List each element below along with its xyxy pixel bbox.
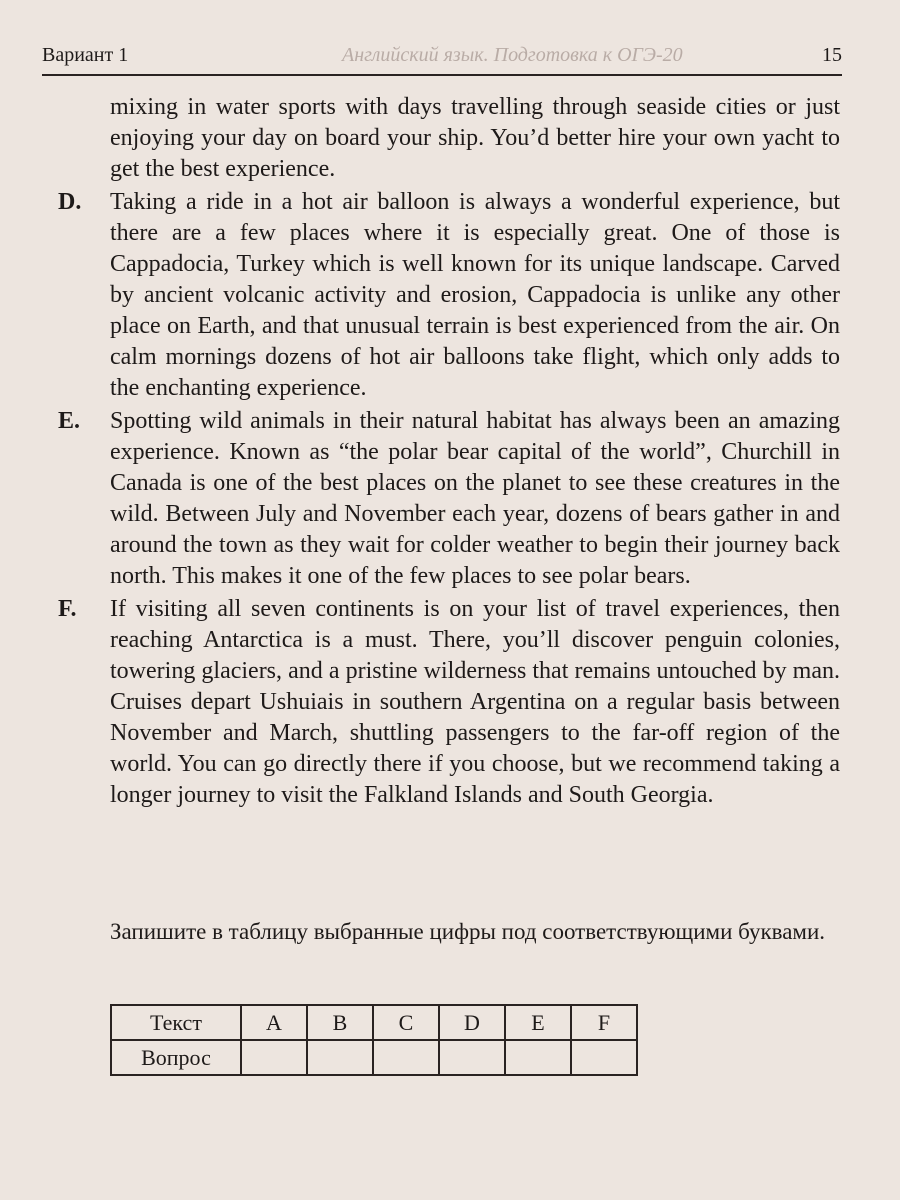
continuation-paragraph: mixing in water sports with days travelling through seaside cities or just enjoying your day on board your ship. You’d better hire your own yacht to get the best experience. xyxy=(110,94,840,182)
reading-text xyxy=(58,92,840,811)
subject-label: Английский язык. Подготовка к ОГЭ-20 xyxy=(342,44,683,66)
row-label-text: Текст xyxy=(111,1005,241,1040)
row-label-question: Вопрос xyxy=(111,1040,241,1075)
text-item-e xyxy=(58,406,840,592)
table-row xyxy=(111,1040,637,1075)
item-text: Spotting wild animals in their natural habitat has always been an amazing experience. Known as “the polar bear capital of the world”, Churchill in Canada is one of the best places on the planet to see these creatures in the wild. Between July and November each year, dozens of bears gather in and around the town as they wait for colder weather to begin their journey back north. This makes it one of the few places to see polar bears. xyxy=(110,408,840,589)
table-row xyxy=(111,1005,637,1040)
item-text: If visiting all seven continents is on your list of travel experiences, then reaching Antarctica is a must. There, you’ll discover penguin colonies, towering glaciers, and a pristine wilderness that remains untouched by man. Cruises depart Ushuiais in southern Argentina on a regular basis between November and March, shuttling passengers to the far-off region of the world. You can go directly there if you choose, but we recommend taking a longer journey to visit the Falkland Islands and South Georgia. xyxy=(110,596,840,808)
column-header: C xyxy=(373,1005,439,1040)
item-letter: E. xyxy=(58,408,81,434)
item-letter: F. xyxy=(58,596,77,622)
column-header: F xyxy=(571,1005,637,1040)
column-header: A xyxy=(241,1005,307,1040)
answer-cell-c[interactable] xyxy=(373,1040,439,1075)
answer-table xyxy=(110,1004,638,1076)
answer-cell-a[interactable] xyxy=(241,1040,307,1075)
text-item-f xyxy=(58,594,840,811)
column-header: E xyxy=(505,1005,571,1040)
column-header: D xyxy=(439,1005,505,1040)
answer-cell-f[interactable] xyxy=(571,1040,637,1075)
page-number: 15 xyxy=(822,44,842,66)
text-item-d xyxy=(58,187,840,404)
item-letter: D. xyxy=(58,189,82,215)
variant-label: Вариант 1 xyxy=(42,44,129,66)
item-text: Taking a ride in a hot air balloon is always a wonderful experience, but there are a few places where it is especially great. One of those is Cappadocia, Turkey which is well known for its unique landscape. Carved by ancient volcanic activity and erosion, Cappadocia is unlike any other place on Earth, and that unusual terrain is best experienced from the air. On calm mornings dozens of hot air balloons take flight, which only adds to the enchanting experience. xyxy=(110,189,840,401)
table-instruction: Запишите в таблицу выбранные цифры под соответствующими буквами. xyxy=(110,919,826,944)
column-header: B xyxy=(307,1005,373,1040)
answer-cell-b[interactable] xyxy=(307,1040,373,1075)
answer-cell-e[interactable] xyxy=(505,1040,571,1075)
answer-cell-d[interactable] xyxy=(439,1040,505,1075)
page-header xyxy=(42,40,842,76)
